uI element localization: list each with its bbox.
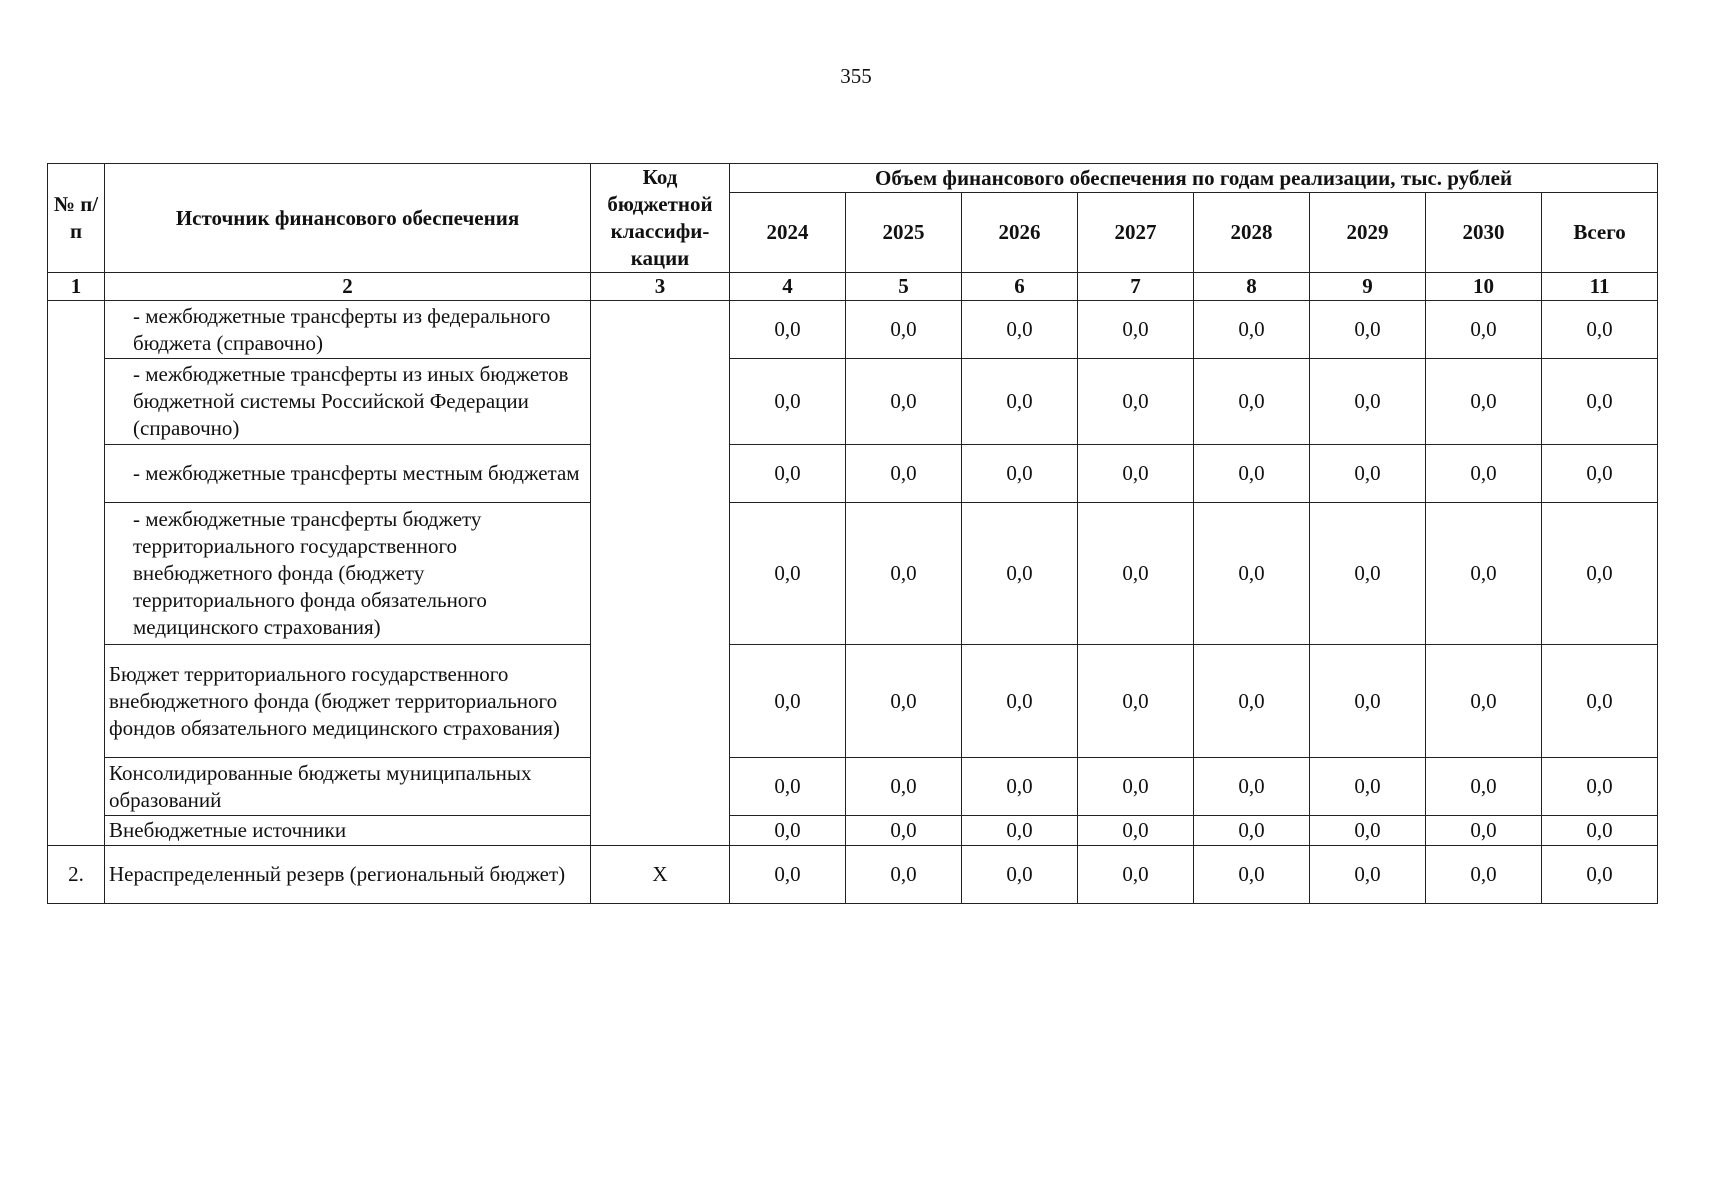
value-cell: 0,0 xyxy=(1310,301,1426,359)
value-cell: 0,0 xyxy=(1310,758,1426,816)
total-cell: 0,0 xyxy=(1542,503,1658,645)
table-row xyxy=(48,445,1658,503)
value-cell: 0,0 xyxy=(1078,758,1194,816)
column-number: 1 xyxy=(48,273,105,301)
value-cell: 0,0 xyxy=(1310,645,1426,758)
header-volume: Объем финансового обеспечения по годам реализации, тыс. рублей xyxy=(730,164,1658,193)
column-number: 5 xyxy=(846,273,962,301)
source-cell: Нераспределенный резерв (региональный бюджет) xyxy=(105,846,591,904)
value-cell: 0,0 xyxy=(1194,359,1310,445)
value-cell: 0,0 xyxy=(962,445,1078,503)
value-cell: 0,0 xyxy=(730,503,846,645)
value-cell: 0,0 xyxy=(1078,846,1194,904)
value-cell: 0,0 xyxy=(1078,503,1194,645)
value-cell: 0,0 xyxy=(962,758,1078,816)
value-cell: 0,0 xyxy=(1426,645,1542,758)
column-number: 6 xyxy=(962,273,1078,301)
value-cell: 0,0 xyxy=(1194,503,1310,645)
table-row xyxy=(48,846,1658,904)
value-cell: 0,0 xyxy=(730,645,846,758)
value-cell: 0,0 xyxy=(1078,816,1194,846)
value-cell: 0,0 xyxy=(846,816,962,846)
code-empty xyxy=(591,301,730,846)
value-cell: 0,0 xyxy=(1194,758,1310,816)
value-cell: 0,0 xyxy=(730,301,846,359)
column-number: 10 xyxy=(1426,273,1542,301)
table-row xyxy=(48,816,1658,846)
column-number: 9 xyxy=(1310,273,1426,301)
value-cell: 0,0 xyxy=(1310,846,1426,904)
value-cell: 0,0 xyxy=(1426,301,1542,359)
header-code: Код бюджетной классифи-кации xyxy=(591,164,730,273)
value-cell: 0,0 xyxy=(1310,503,1426,645)
value-cell: 0,0 xyxy=(1426,359,1542,445)
value-cell: 0,0 xyxy=(1194,445,1310,503)
header-year: 2026 xyxy=(962,193,1078,273)
value-cell: 0,0 xyxy=(1194,846,1310,904)
value-cell: 0,0 xyxy=(1426,758,1542,816)
header-year: 2028 xyxy=(1194,193,1310,273)
value-cell: 0,0 xyxy=(730,816,846,846)
total-cell: 0,0 xyxy=(1542,645,1658,758)
code-cell: Х xyxy=(591,846,730,904)
header-year: 2025 xyxy=(846,193,962,273)
value-cell: 0,0 xyxy=(962,301,1078,359)
column-number: 11 xyxy=(1542,273,1658,301)
total-cell: 0,0 xyxy=(1542,359,1658,445)
value-cell: 0,0 xyxy=(1310,445,1426,503)
total-cell: 0,0 xyxy=(1542,445,1658,503)
source-cell: Внебюджетные источники xyxy=(105,816,591,846)
value-cell: 0,0 xyxy=(1310,359,1426,445)
value-cell: 0,0 xyxy=(730,758,846,816)
value-cell: 0,0 xyxy=(846,758,962,816)
header-source: Источник финансового обеспечения xyxy=(105,164,591,273)
value-cell: 0,0 xyxy=(846,846,962,904)
value-cell: 0,0 xyxy=(1078,301,1194,359)
column-number: 8 xyxy=(1194,273,1310,301)
table-row xyxy=(48,503,1658,645)
value-cell: 0,0 xyxy=(846,359,962,445)
source-cell: - межбюджетные трансферты местным бюджетам xyxy=(105,445,591,503)
value-cell: 0,0 xyxy=(1078,445,1194,503)
value-cell: 0,0 xyxy=(962,359,1078,445)
value-cell: 0,0 xyxy=(962,645,1078,758)
value-cell: 0,0 xyxy=(1194,816,1310,846)
value-cell: 0,0 xyxy=(1078,359,1194,445)
value-cell: 0,0 xyxy=(1426,816,1542,846)
column-number: 2 xyxy=(105,273,591,301)
value-cell: 0,0 xyxy=(730,846,846,904)
source-cell: Консолидированные бюджеты муниципальных образований xyxy=(105,758,591,816)
header-year: 2029 xyxy=(1310,193,1426,273)
source-cell: - межбюджетные трансферты из федерального бюджета (справочно) xyxy=(105,301,591,359)
source-cell: Бюджет территориального государственного внебюджетного фонда (бюджет территориального фондов обязательного медицинского страхования) xyxy=(105,645,591,758)
header-year: 2030 xyxy=(1426,193,1542,273)
source-cell: - межбюджетные трансферты из иных бюджетов бюджетной системы Российской Федерации (справочно) xyxy=(105,359,591,445)
header-year: 2027 xyxy=(1078,193,1194,273)
header-no: № п/п xyxy=(48,164,105,273)
source-cell: - межбюджетные трансферты бюджету территориального государственного внебюджетного фонда (бюджету территориального фонда обязательного медицинского страхования) xyxy=(105,503,591,645)
column-number: 7 xyxy=(1078,273,1194,301)
total-cell: 0,0 xyxy=(1542,816,1658,846)
value-cell: 0,0 xyxy=(846,645,962,758)
value-cell: 0,0 xyxy=(846,445,962,503)
value-cell: 0,0 xyxy=(1426,846,1542,904)
value-cell: 0,0 xyxy=(962,503,1078,645)
total-cell: 0,0 xyxy=(1542,846,1658,904)
page-number: 355 xyxy=(840,64,872,88)
table-row xyxy=(48,758,1658,816)
column-number-row xyxy=(48,273,1658,301)
value-cell: 0,0 xyxy=(846,503,962,645)
header-total: Всего xyxy=(1542,193,1658,273)
table-row xyxy=(48,645,1658,758)
value-cell: 0,0 xyxy=(962,846,1078,904)
value-cell: 0,0 xyxy=(846,301,962,359)
value-cell: 0,0 xyxy=(1310,816,1426,846)
value-cell: 0,0 xyxy=(1426,445,1542,503)
total-cell: 0,0 xyxy=(1542,301,1658,359)
value-cell: 0,0 xyxy=(962,816,1078,846)
header-year: 2024 xyxy=(730,193,846,273)
value-cell: 0,0 xyxy=(1426,503,1542,645)
total-cell: 0,0 xyxy=(1542,758,1658,816)
column-number: 3 xyxy=(591,273,730,301)
value-cell: 0,0 xyxy=(1078,645,1194,758)
column-number: 4 xyxy=(730,273,846,301)
value-cell: 0,0 xyxy=(730,445,846,503)
row-number: 2. xyxy=(48,846,105,904)
row-number-empty xyxy=(48,301,105,846)
table-row xyxy=(48,301,1658,359)
table-row xyxy=(48,359,1658,445)
value-cell: 0,0 xyxy=(1194,645,1310,758)
value-cell: 0,0 xyxy=(730,359,846,445)
financing-table xyxy=(47,163,1658,904)
value-cell: 0,0 xyxy=(1194,301,1310,359)
